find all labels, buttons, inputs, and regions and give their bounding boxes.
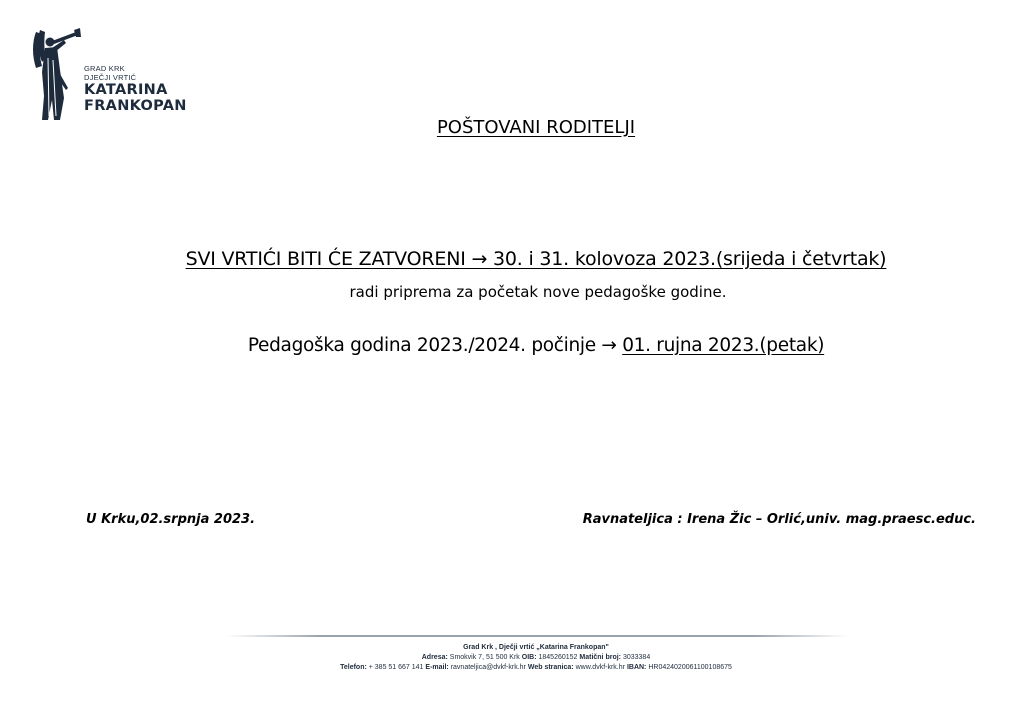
school-year-start-date: 01. rujna 2023.(petak)	[622, 335, 825, 356]
footer-oib: 1845260152	[538, 654, 578, 661]
logo-text	[84, 64, 187, 114]
footer-phone: + 385 51 667 141	[368, 664, 424, 671]
footer-web: www.dvkf-krk.hr	[575, 664, 625, 671]
footer-iban-label: IBAN:	[626, 664, 647, 671]
herald-angel-icon	[30, 28, 82, 124]
signature-line: Ravnateljica : Irena Žic – Orlić,univ. mag.praesc.educ.	[582, 512, 976, 527]
footer-phone-label: Telefon:	[340, 664, 367, 671]
footer-address-line	[0, 653, 1024, 663]
footer-contact-line	[0, 663, 1024, 673]
page-title: POŠTOVANI RODITELJI	[436, 117, 636, 138]
footer-iban: HR0424020061100108675	[648, 664, 732, 671]
footer-mb-label: Matični broj:	[579, 654, 622, 661]
footer-mb: 3033384	[622, 654, 651, 661]
logo-name-line1: KATARINA	[84, 82, 168, 98]
kindergarten-logo	[30, 28, 200, 124]
place-and-date: U Krku,02.srpnja 2023.	[86, 512, 256, 527]
footer	[0, 643, 1024, 673]
footer-email-label: E-mail:	[425, 664, 449, 671]
closure-notice: SVI VRTIĆI BITI ĆE ZATVORENI → 30. i 31. kolovoza 2023.(srijeda i četvrtak)	[185, 248, 887, 270]
school-year-start	[0, 335, 1024, 356]
footer-email: ravnateljica@dvkf-krk.hr	[450, 664, 526, 671]
footer-address: Smokvik 7, 51 500 Krk	[449, 654, 520, 661]
logo-name-line2: FRANKOPAN	[84, 98, 187, 114]
footer-divider	[226, 635, 848, 637]
footer-oib-label: OIB:	[521, 654, 537, 661]
logo-city: GRAD KRK	[84, 64, 125, 73]
closure-reason: radi priprema za početak nove pedagoške godine.	[349, 283, 727, 301]
school-year-start-prefix: Pedagoška godina 2023./2024. počinje →	[247, 335, 623, 356]
footer-address-label: Adresa:	[421, 654, 448, 661]
logo-subtitle: DJEČJI VRTIĆ	[84, 73, 137, 82]
footer-institution: Grad Krk , Dječji vrtić „Katarina Frankopan"	[463, 644, 609, 651]
footer-web-label: Web stranica:	[527, 664, 574, 671]
